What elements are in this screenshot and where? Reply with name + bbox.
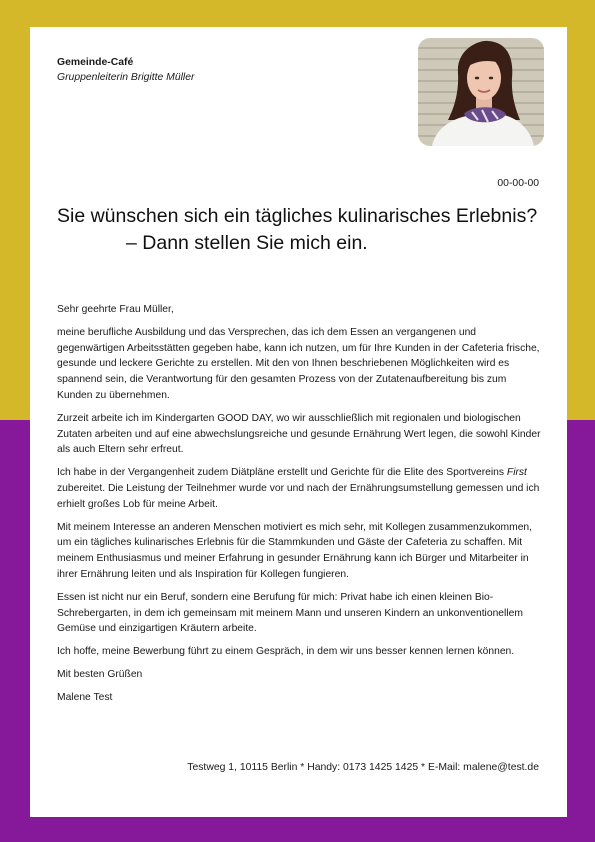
recipient-person: Gruppenleiterin Brigitte Müller — [57, 72, 195, 83]
paragraph-6: Ich hoffe, meine Bewerbung führt zu einem Gespräch, in dem wir uns besser kennen lernen können. — [57, 646, 515, 658]
headline — [57, 203, 547, 257]
paragraph-3-text-before: Ich habe in der Vergangenheit zudem Diätpläne erstellt und Gerichte für die Elite des Sportvereins — [57, 467, 507, 479]
letter-page — [30, 27, 567, 817]
headline-line-1: Sie wünschen sich ein tägliches kulinarisches Erlebnis? — [57, 205, 538, 227]
applicant-photo — [418, 38, 544, 146]
closing: Mit besten Grüßen — [57, 668, 143, 680]
letter-body — [57, 302, 543, 713]
paragraph-3 — [57, 465, 543, 512]
paragraph-1: meine berufliche Ausbildung und das Versprechen, das ich dem Essen an vergangenen und gegenwärtigen Arbeitsstätten gegeben habe, kann ich nutzen, um für Ihre Kunden in der Cafeteria frische, gesunde und leckere Gerichte zu erstellen. Mit den von Ihnen beschriebenen Möglichkeiten wird es spannend sein, die Verantwortung für den gesamten Prozess von der Zutatenaufbereitung bis zum Kunden zu übernehmen. — [57, 326, 540, 401]
recipient-organization: Gemeinde-Café — [57, 57, 134, 68]
salutation: Sehr geehrte Frau Müller, — [57, 304, 174, 315]
paragraph-2: Zurzeit arbeite ich im Kindergarten GOOD DAY, wo wir ausschließlich mit regionalen und biologischen Zutaten arbeiten und auf eine abwechslungsreiche und gesunde Ernährung Wert legen, die sowohl Kinder als auch Eltern sehr erfreut. — [57, 412, 541, 456]
recipient-block — [57, 55, 194, 85]
portrait-image — [418, 38, 544, 146]
paragraph-5: Essen ist nicht nur ein Beruf, sondern eine Berufung für mich: Privat habe ich einen kleinen Bio-Schrebergarten, in dem ich gemeinsam mit meinem Mann und unseren Kindern an unkonventionellem Gemüse und einzigartigen Kräutern arbeite. — [57, 591, 523, 635]
signature: Malene Test — [57, 691, 113, 703]
paragraph-3-text-after: zubereitet. Die Leistung der Teilnehmer wurde vor und nach der Ernährungsumstellung gemessen und ich erhielt großes Lob für meine Arbeit. — [57, 482, 540, 510]
headline-line-2: – Dann stellen Sie mich ein. — [126, 232, 368, 254]
paragraph-4: Mit meinem Interesse an anderen Menschen motiviert es mich sehr, mit Kollegen zusammenzukommen, um ein tägliches kulinarisches Erlebnis für die Stammkunden und Gäste der Cafeteria zu schaffen. Mit meinem Enthusiasmus und meiner Erfahrung in gesunder Ernährung kann ich Bürger und Mitarbeiter in ihrer Ernährung leiten und als Inspiration für Kollegen fungieren. — [57, 521, 533, 580]
paragraph-3-emphasis: First — [506, 467, 527, 479]
letter-date: 00-00-00 — [497, 178, 539, 189]
contact-footer: Testweg 1, 10115 Berlin * Handy: 0173 1425 1425 * E-Mail: malene@test.de — [187, 762, 539, 773]
